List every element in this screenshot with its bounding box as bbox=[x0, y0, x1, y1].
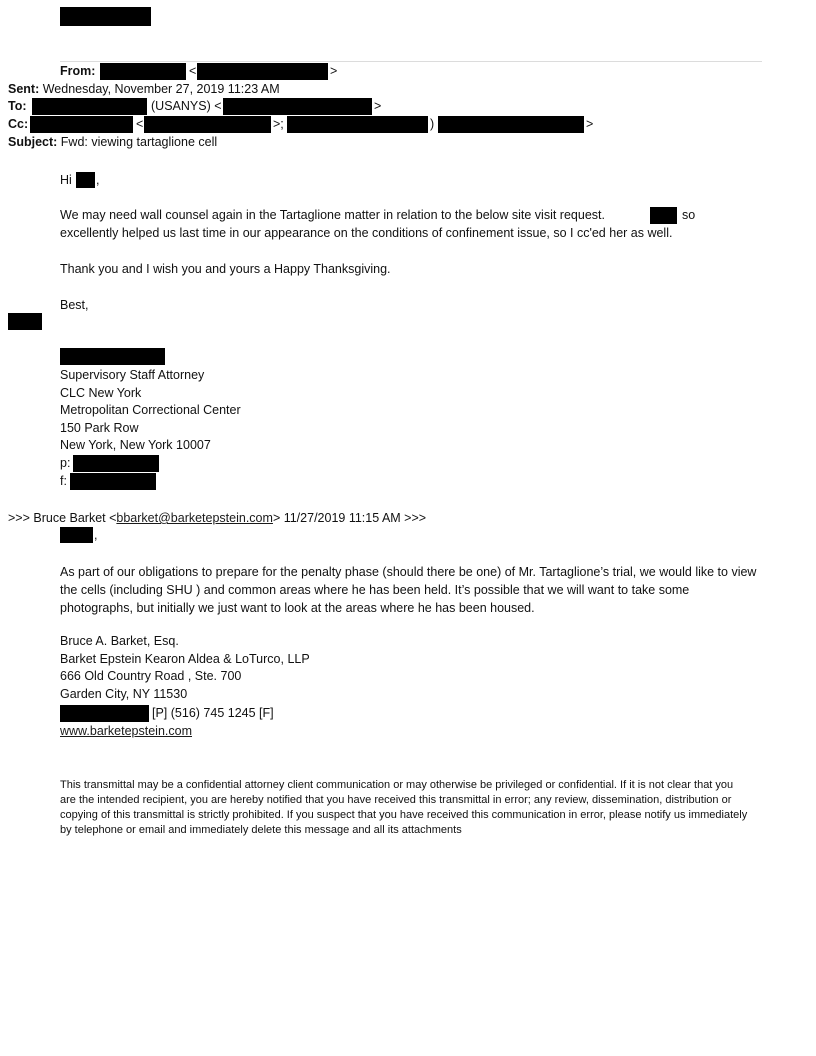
redaction-forward-greeting bbox=[60, 527, 93, 543]
subject-label: Subject: bbox=[8, 135, 58, 149]
redaction-from-name bbox=[100, 63, 186, 80]
signature-office: CLC New York bbox=[60, 385, 142, 400]
redaction-top bbox=[60, 7, 151, 26]
para1-text-c: excellently helped us last time in our appearance on the conditions of confinement issue, so I cc'ed her as well. bbox=[60, 226, 673, 240]
signature-fax-label: f: bbox=[60, 473, 67, 488]
redaction-phone bbox=[73, 455, 159, 472]
greeting-comma: , bbox=[96, 173, 100, 187]
redaction-to-name bbox=[32, 98, 147, 115]
barket-website-line bbox=[60, 723, 192, 740]
to-close-bracket: > bbox=[374, 99, 382, 113]
para1-text-a: We may need wall counsel again in the Tartaglione matter in relation to the below site visit request. bbox=[60, 208, 605, 222]
forward-prefix: >>> Bruce Barket < bbox=[8, 511, 117, 525]
to-org-text: (USANYS) bbox=[151, 99, 211, 113]
signature-title: Supervisory Staff Attorney bbox=[60, 368, 205, 382]
to-org: (USANYS) < bbox=[151, 99, 222, 113]
greeting bbox=[60, 172, 72, 189]
subject-value: Fwd: viewing tartaglione cell bbox=[60, 135, 218, 149]
barket-city: Garden City, NY 11530 bbox=[60, 686, 188, 701]
barket-street: 666 Old Country Road , Ste. 700 bbox=[60, 669, 242, 684]
forward-email-link[interactable]: bbarket@barketepstein.com bbox=[116, 511, 273, 525]
sent-line bbox=[8, 81, 280, 98]
para1-line2 bbox=[60, 225, 672, 242]
redaction-cc-3 bbox=[287, 116, 428, 133]
to-label: To: bbox=[8, 99, 27, 113]
barket-firm: Barket Epstein Kearon Aldea & LoTurco, LLP bbox=[60, 651, 310, 666]
signature-city: New York, New York 10007 bbox=[60, 438, 211, 453]
redaction-barket-phone bbox=[60, 705, 149, 722]
forward-body bbox=[60, 563, 760, 617]
redaction-para1-name bbox=[650, 207, 677, 224]
cc-close-bracket: > bbox=[586, 117, 594, 131]
para2 bbox=[60, 261, 391, 278]
forward-header bbox=[8, 510, 426, 527]
redaction-cc-1 bbox=[30, 116, 133, 133]
redaction-to-email bbox=[223, 98, 372, 115]
redaction-cc-2 bbox=[144, 116, 271, 133]
from-line bbox=[60, 63, 95, 80]
sent-value: Wednesday, November 27, 2019 11:23 AM bbox=[42, 82, 280, 96]
greeting-text: Hi bbox=[60, 173, 72, 187]
forward-suffix: > 11/27/2019 11:15 AM >>> bbox=[272, 511, 427, 525]
header-divider bbox=[60, 61, 762, 62]
cc-label: Cc: bbox=[8, 117, 29, 131]
forward-body-text: As part of our obligations to prepare for the penalty phase (should there be one) of Mr. Tartaglione’s trial, we would like to view the cells (including SHU ) and common areas where he has been held. It’s possible that we will want to take some photographs, but initially we just want to look at the areas where he has been housed. bbox=[60, 565, 757, 615]
redaction-sender-name bbox=[60, 348, 165, 365]
barket-name: Bruce A. Barket, Esq. bbox=[60, 634, 179, 648]
disclaimer-text: This transmittal may be a confidential attorney client communication or may otherwise be privileged or confidential. If it is not clear that you are the intended recipient, you are hereby notified that you have received this transmittal in error; any review, dissemination, distribution or copying of this transmittal is strictly prohibited. If you suspect that you have received this communication in error, please notify us immediately by telephone or email and immediately delete this message and all its attachments bbox=[60, 779, 748, 836]
cc-bracket-1: < bbox=[136, 117, 144, 131]
from-open-bracket: < bbox=[189, 64, 197, 78]
from-label: From: bbox=[60, 64, 96, 78]
barket-signature bbox=[60, 633, 310, 703]
redaction-from-email bbox=[197, 63, 328, 80]
redaction-sender-initials bbox=[8, 313, 42, 330]
subject-line bbox=[8, 134, 217, 151]
redaction-fax bbox=[70, 473, 156, 490]
para2-text: Thank you and I wish you and yours a Happy Thanksgiving. bbox=[60, 262, 391, 276]
para1-text-b: so bbox=[682, 208, 696, 222]
sent-label: Sent: bbox=[8, 82, 40, 96]
barket-phone: [P] (516) 745 1245 [F] bbox=[152, 706, 274, 720]
signature-phone-label: p: bbox=[60, 455, 71, 470]
from-close-bracket: > bbox=[330, 64, 338, 78]
redaction-cc-4 bbox=[438, 116, 584, 133]
redaction-greeting-name bbox=[76, 172, 95, 188]
cc-paren: ) bbox=[430, 117, 435, 131]
closing bbox=[60, 297, 89, 314]
forward-greeting-comma: , bbox=[94, 528, 98, 542]
closing-text: Best, bbox=[60, 298, 89, 312]
barket-website-link[interactable]: www.barketepstein.com bbox=[60, 724, 193, 738]
para1-line1 bbox=[60, 207, 605, 224]
signature-street: 150 Park Row bbox=[60, 420, 139, 435]
para1-so bbox=[682, 207, 695, 224]
signature-facility: Metropolitan Correctional Center bbox=[60, 403, 241, 418]
disclaimer bbox=[60, 778, 750, 838]
cc-line bbox=[8, 116, 28, 133]
cc-separator: >; bbox=[273, 117, 284, 131]
to-line bbox=[8, 98, 27, 115]
barket-phone-line bbox=[152, 705, 274, 722]
